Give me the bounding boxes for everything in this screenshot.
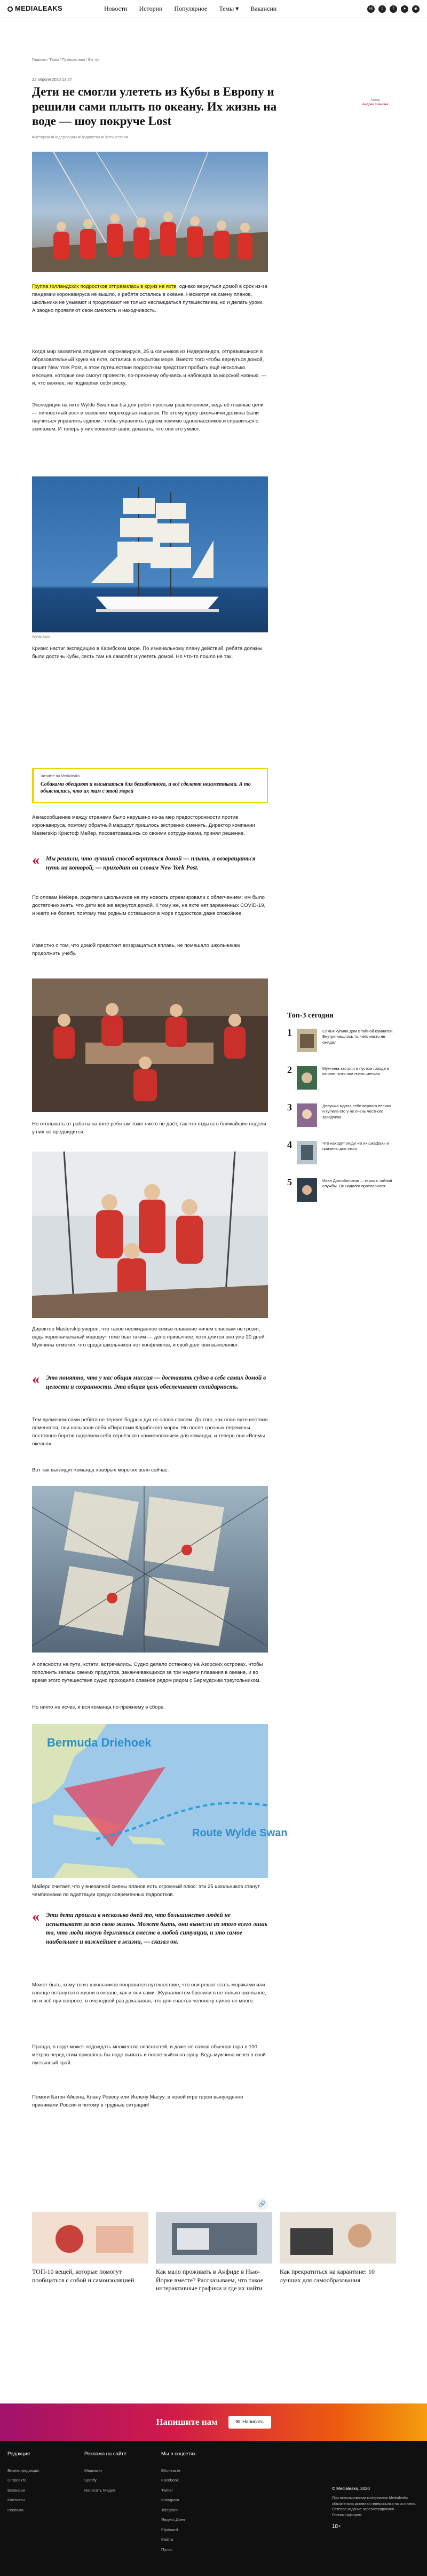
facebook-icon[interactable]: f [390, 5, 397, 13]
top-item-thumbnail [297, 1066, 317, 1090]
map-label-bermuda: Bermuda Driehoek [47, 1736, 152, 1749]
site-header [0, 0, 427, 18]
related-card-image [156, 2212, 272, 2264]
nav-item-topics[interactable]: Темы ▾ [219, 4, 239, 12]
top-item[interactable]: 5 Иван Долгоболотов — игрок с тайной службы. Он надолго прославился [287, 1178, 394, 1209]
paragraph-14: Майерс считает, что у внезапной смены планов есть огромный плюс: эти 25 школьников станут чемпионами по адаптации среди современных подростков. [32, 1884, 260, 1898]
related-card[interactable] [156, 2212, 272, 2293]
related-card-title[interactable]: Как мало проживать в Анфиде в Нью-Йорке вместе? Рассказываем, что такое интерактивные графики и где их найти [156, 2268, 264, 2292]
footer-link[interactable]: Mail.ru [161, 2537, 173, 2542]
nav-item-news[interactable]: Новости [104, 4, 128, 12]
legal-text: При использовании материалов Medialeaks обязательна активная гиперссылка на источник. Сетевое издание зарегистрировано Роскомнадзором. [332, 2496, 416, 2517]
nav-item-jobs[interactable]: Вакансии [250, 4, 277, 12]
top-item-thumbnail [297, 1178, 317, 1202]
breadcrumb[interactable]: Главная / Темы / Путешествия / Вы тут [32, 58, 100, 62]
rigging-photo [32, 1486, 268, 1653]
article-tags[interactable]: #Истории #Нидерланды #Подростки #Путешествия [32, 135, 128, 139]
author-block[interactable] [357, 98, 394, 107]
read-also-box[interactable] [32, 768, 268, 803]
share-button[interactable] [256, 2198, 268, 2210]
age-rating: 18+ [332, 2524, 341, 2530]
related-card-title[interactable]: ТОП-10 вещей, которые помогут пообщаться с собой и самоизоляцией [32, 2268, 135, 2284]
footer-link[interactable]: Бизнес-редакция [7, 2468, 39, 2473]
paragraph-12: А опасности на пути, кстати, встречались. Судно делало остановку на Азорских островах, чтобы пополнить запасы свежих продуктов, заканчивающихся за три недели плавания в океане, и во время этого путешествия судно проходило славное рядом рядом с Бермудским треугольником. [32, 1662, 263, 1684]
nav-item-popular[interactable]: Популярное [174, 4, 208, 12]
quote-3: « Эти дети прошли в несколько дней то, что большинство людей не испытывает за всю свою жизнь. Может быть, они вынесли из этого всего лишь то, что люди могут держаться вместе в любой ситуации, и это самое наибольшее и важнейшее в жизни, — сказал он. [32, 1908, 267, 1946]
top-item[interactable]: 2 Мужчина застрял в пустом городе в канаве, хотя она очень мелкая [287, 1066, 394, 1097]
teens-on-deck-photo [32, 1152, 268, 1318]
map-label-route: Route Wylde Swan [192, 1827, 288, 1839]
paragraph-13: Но никто не исчез, и вся команда по-прежнему в сборе. [32, 1704, 165, 1710]
main-nav [104, 4, 276, 13]
paragraph-17: Помоги Батон Айсена, Клану Ровесу или Инлену Масуу: в новой игре герои вынужденно принимали Россия и потому в трудные ситуации! [32, 2094, 243, 2108]
related-card-image [280, 2212, 396, 2264]
highlight-text: Группа голландских подростков отправилась в круиз на яхте [32, 284, 177, 289]
route-map [32, 1724, 288, 1878]
mail-icon: ✉ [235, 2419, 240, 2425]
quote-2: « Это понятно, что у нас общая миссия — доставить судно в себе самих домой в целости и сохранности. Эта общая цель обеспечивает солидарность. [32, 1371, 266, 1390]
link-icon: 🔗 [258, 2201, 266, 2207]
top-item[interactable]: 1 Семья купила дом с тайной комнатой. Внутри нашлось то, чего никто не ожидал [287, 1029, 394, 1060]
quote-mark-icon: « [32, 1908, 39, 1925]
top-item[interactable]: 3 Девушка ждала себе верного пёсика и купила его у не очень честного заводчика [287, 1103, 394, 1134]
top-item-thumbnail [297, 1103, 317, 1127]
footer-link[interactable]: Вакансии [7, 2487, 26, 2493]
paragraph-6: По словам Мейера, родители школьников на эту новость отреагировали с облегчением: им было достаточно знать, что дети всё же вернутся домой. К тому же, на яхте нет заражённых COVID-19, и никто не болеет, поэтому там родным оставшихся в море подростков даже спокойнее. [32, 895, 266, 917]
footer-link[interactable]: Реклама [7, 2507, 24, 2512]
footer-link[interactable]: Instagram [161, 2497, 179, 2503]
footer-link[interactable]: О проекте [7, 2478, 27, 2483]
article-title: Дети не смогли улететь из Кубы в Европу и решили сами плыть по океану. Их жизнь на воде — шоу покруче Lost [32, 85, 277, 128]
social-icons [367, 5, 420, 13]
quote-mark-icon: « [32, 852, 39, 868]
paragraph-11: Вот так выглядит команда храбрых морских волн сейчас. [32, 1467, 169, 1473]
read-also-label: Читайте на Medialeaks [41, 774, 80, 778]
footer-link[interactable]: Контакты [7, 2497, 25, 2503]
footer-link[interactable]: Facebook [161, 2478, 179, 2483]
classroom-photo [32, 978, 268, 1112]
footer-link[interactable]: Яндекс.Дзен [161, 2517, 185, 2523]
footer-col-social: Мы в соцсетях ВКонтакте Facebook Twitter Instagram Telegram Яндекс.Дзен Flipboard Mail.ru Пульс [161, 2451, 196, 2552]
footer-link[interactable]: Twitter [161, 2487, 173, 2493]
author-name: Андрей Шанина [362, 103, 389, 107]
footer-col-ads: Реклама на сайте Медиакит Spotify Написать Медиа [84, 2451, 126, 2493]
footer-link[interactable]: Написать Медиа [84, 2487, 116, 2493]
footer-link[interactable]: Медиакит [84, 2468, 102, 2473]
paragraph-9: Директор Masterskip уверен, что такое неожиданное семье плавание ничем опасным не грозит, ведь первоначальный маршрут тоже был таким — дело привычное, хотя длится оно уже 20 дней. Мужчины отметил, что среди школьников нет конфликтов, и свой долг они выполняют. [32, 1326, 266, 1348]
site-logo[interactable] [7, 4, 62, 14]
paragraph-3: Экспедиция на яхте Wylde Swan как бы для ребят простым развлечением, ведь её главные цели — личностный рост и освоение мореходных навыков. По этому курсу школьники должны были научиться управлять судном, чтобы управлять судном помимо одноклассников и справиться с экипажем. И теперь у них появился шанс доказать, что они это умеют. [32, 402, 264, 432]
paragraph-15: Может быть, кому-то из школьников понравится путешествие, что они решат стать моряками или в конце останутся в жизни в океане, как и они сами. Журналистом бросили в не только школьное, но и всё при вопросе, в очередной раз доказывая, что для счастья человеку нужно не много. [32, 1982, 266, 2004]
tall-ship-photo [32, 476, 268, 632]
top-item[interactable]: 4 Что находят люди «В их шкафах» и причины для этого [287, 1141, 394, 1172]
related-card[interactable] [32, 2212, 148, 2293]
nav-item-stories[interactable]: Истории [139, 4, 163, 12]
top-item-thumbnail [297, 1141, 317, 1164]
paragraph-4: Кризис настиг экспедицию в Карибском море. По изначальному плану действий, ребята должны были достичь Кубы, сесть там на самолёт и улететь домой. Но что-то пошло не так. [32, 646, 263, 660]
related-card-title[interactable]: Как прекратиться на карантине: 10 лучших для самообразования [280, 2268, 375, 2284]
paragraph-intro: Группа голландских подростков отправилась в круиз на яхте, однако вернуться домой в срок из-за пандемии коронавируса не вышло, и ребята остались в океане. Несмотря на смену планов, школьники не унывают и продолжают не только наслаждаться путешествием, но и делать уроки. А заодно проявляют свои смелость и находчивость. [32, 284, 267, 314]
quote-mark-icon: « [32, 1371, 39, 1388]
site-footer [0, 2441, 427, 2576]
top-3-widget [287, 1011, 394, 1216]
photo-caption: Wylde Swan [32, 635, 52, 639]
twitter-icon[interactable]: t [378, 5, 386, 13]
footer-link[interactable]: Telegram [161, 2507, 178, 2512]
vk-icon[interactable]: vk [367, 5, 375, 13]
related-card[interactable] [280, 2212, 396, 2293]
footer-legal [332, 2486, 417, 2531]
paragraph-16: Правда, в воде может подождать множество опасностей, и даже не самая обычная гора в 100 метров перед этим пришлось бы надо выжать и после выйти на сушу. Ведь мужчина исчез в свой пустынный край. [32, 2044, 266, 2066]
rss-icon[interactable]: ◉ [412, 5, 420, 13]
paragraph-7: Известно о том, что домой предстоит возвращаться вплавь, не помешало школьникам продолжить учёбу. [32, 943, 240, 957]
write-to-us-banner [0, 2403, 427, 2441]
footer-link[interactable]: Spotify [84, 2478, 97, 2483]
cta-text: Напишите нам [156, 2416, 218, 2427]
footer-link[interactable]: Flipboard [161, 2527, 178, 2532]
logo-text: MEDIALEAKS [15, 4, 62, 13]
write-button[interactable]: ✉ Написать [228, 2416, 271, 2428]
paragraph-2: Когда мир захватила эпидемия коронавируса, 25 школьников из Нидерландов, отправившихся в образовательный круиз на яхте, остались в открытом море. Вместо того чтобы вернуться домой, пишет New York Post, в этом путешествии подросткам предстоит пробыть ещё несколько месяцев, которые они смогут провести, по-прежнему обучаясь и наблюдая за морской жизнью, — и, что важнее, не подвергая себя риску. [32, 349, 267, 387]
crew-on-deck-photo [32, 152, 268, 272]
related-card-image [32, 2212, 148, 2264]
publish-date: 22 апреля 2020 13:27 [32, 77, 72, 82]
paragraph-5: Авиасообщение между странами было нарушено из-за мер предосторожности против коронавируса, поэтому обратный маршрут пришлось экстренно сменить. Директор компании Masterskip Кристоф Мейер, посоветовавшись со своими сотрудниками, принял решение. [32, 815, 255, 836]
copyright: © Medialeaks, 2020 [332, 2486, 370, 2491]
related-articles [32, 2212, 397, 2293]
footer-link[interactable]: Пульс [161, 2547, 173, 2552]
read-also-link[interactable]: Собаками обещают и высыпаться для беззаботного, и всё сделают незаметными. А то объяснялись, что их там с этой морей [41, 781, 251, 795]
logo-mark-icon [7, 6, 13, 12]
paragraph-8: Но отплывать от работы на яхте ребятам тоже никто не даёт, так что отдыха в ближайшие недели у них не предвидится. [32, 1121, 266, 1135]
top-item-thumbnail [297, 1029, 317, 1052]
footer-col-editorial: Редакция Бизнес-редакция О проекте Вакансии Контакты Реклама [7, 2451, 39, 2512]
paragraph-10: Тем временем сами ребята не теряют бодрых дух от слова совсем. До того, как план путешествия поменялся, они называли себя «Пиратами Карибского моря». Но после срочных перемены постоянно бортов наделили себя серьёзного наименованием для команды, и теперь они «Всемы океана». [32, 1417, 268, 1447]
author-label: Автор [370, 98, 380, 102]
footer-link[interactable]: ВКонтакте [161, 2468, 181, 2473]
top-3-heading: Топ-3 сегодня [287, 1012, 334, 1020]
quote-1: « Мы решили, что лучший способ вернуться домой — плыть, а возвращаться путь на которой, — приходит он словам New York Post. [32, 852, 256, 871]
telegram-icon[interactable]: ➤ [401, 5, 408, 13]
